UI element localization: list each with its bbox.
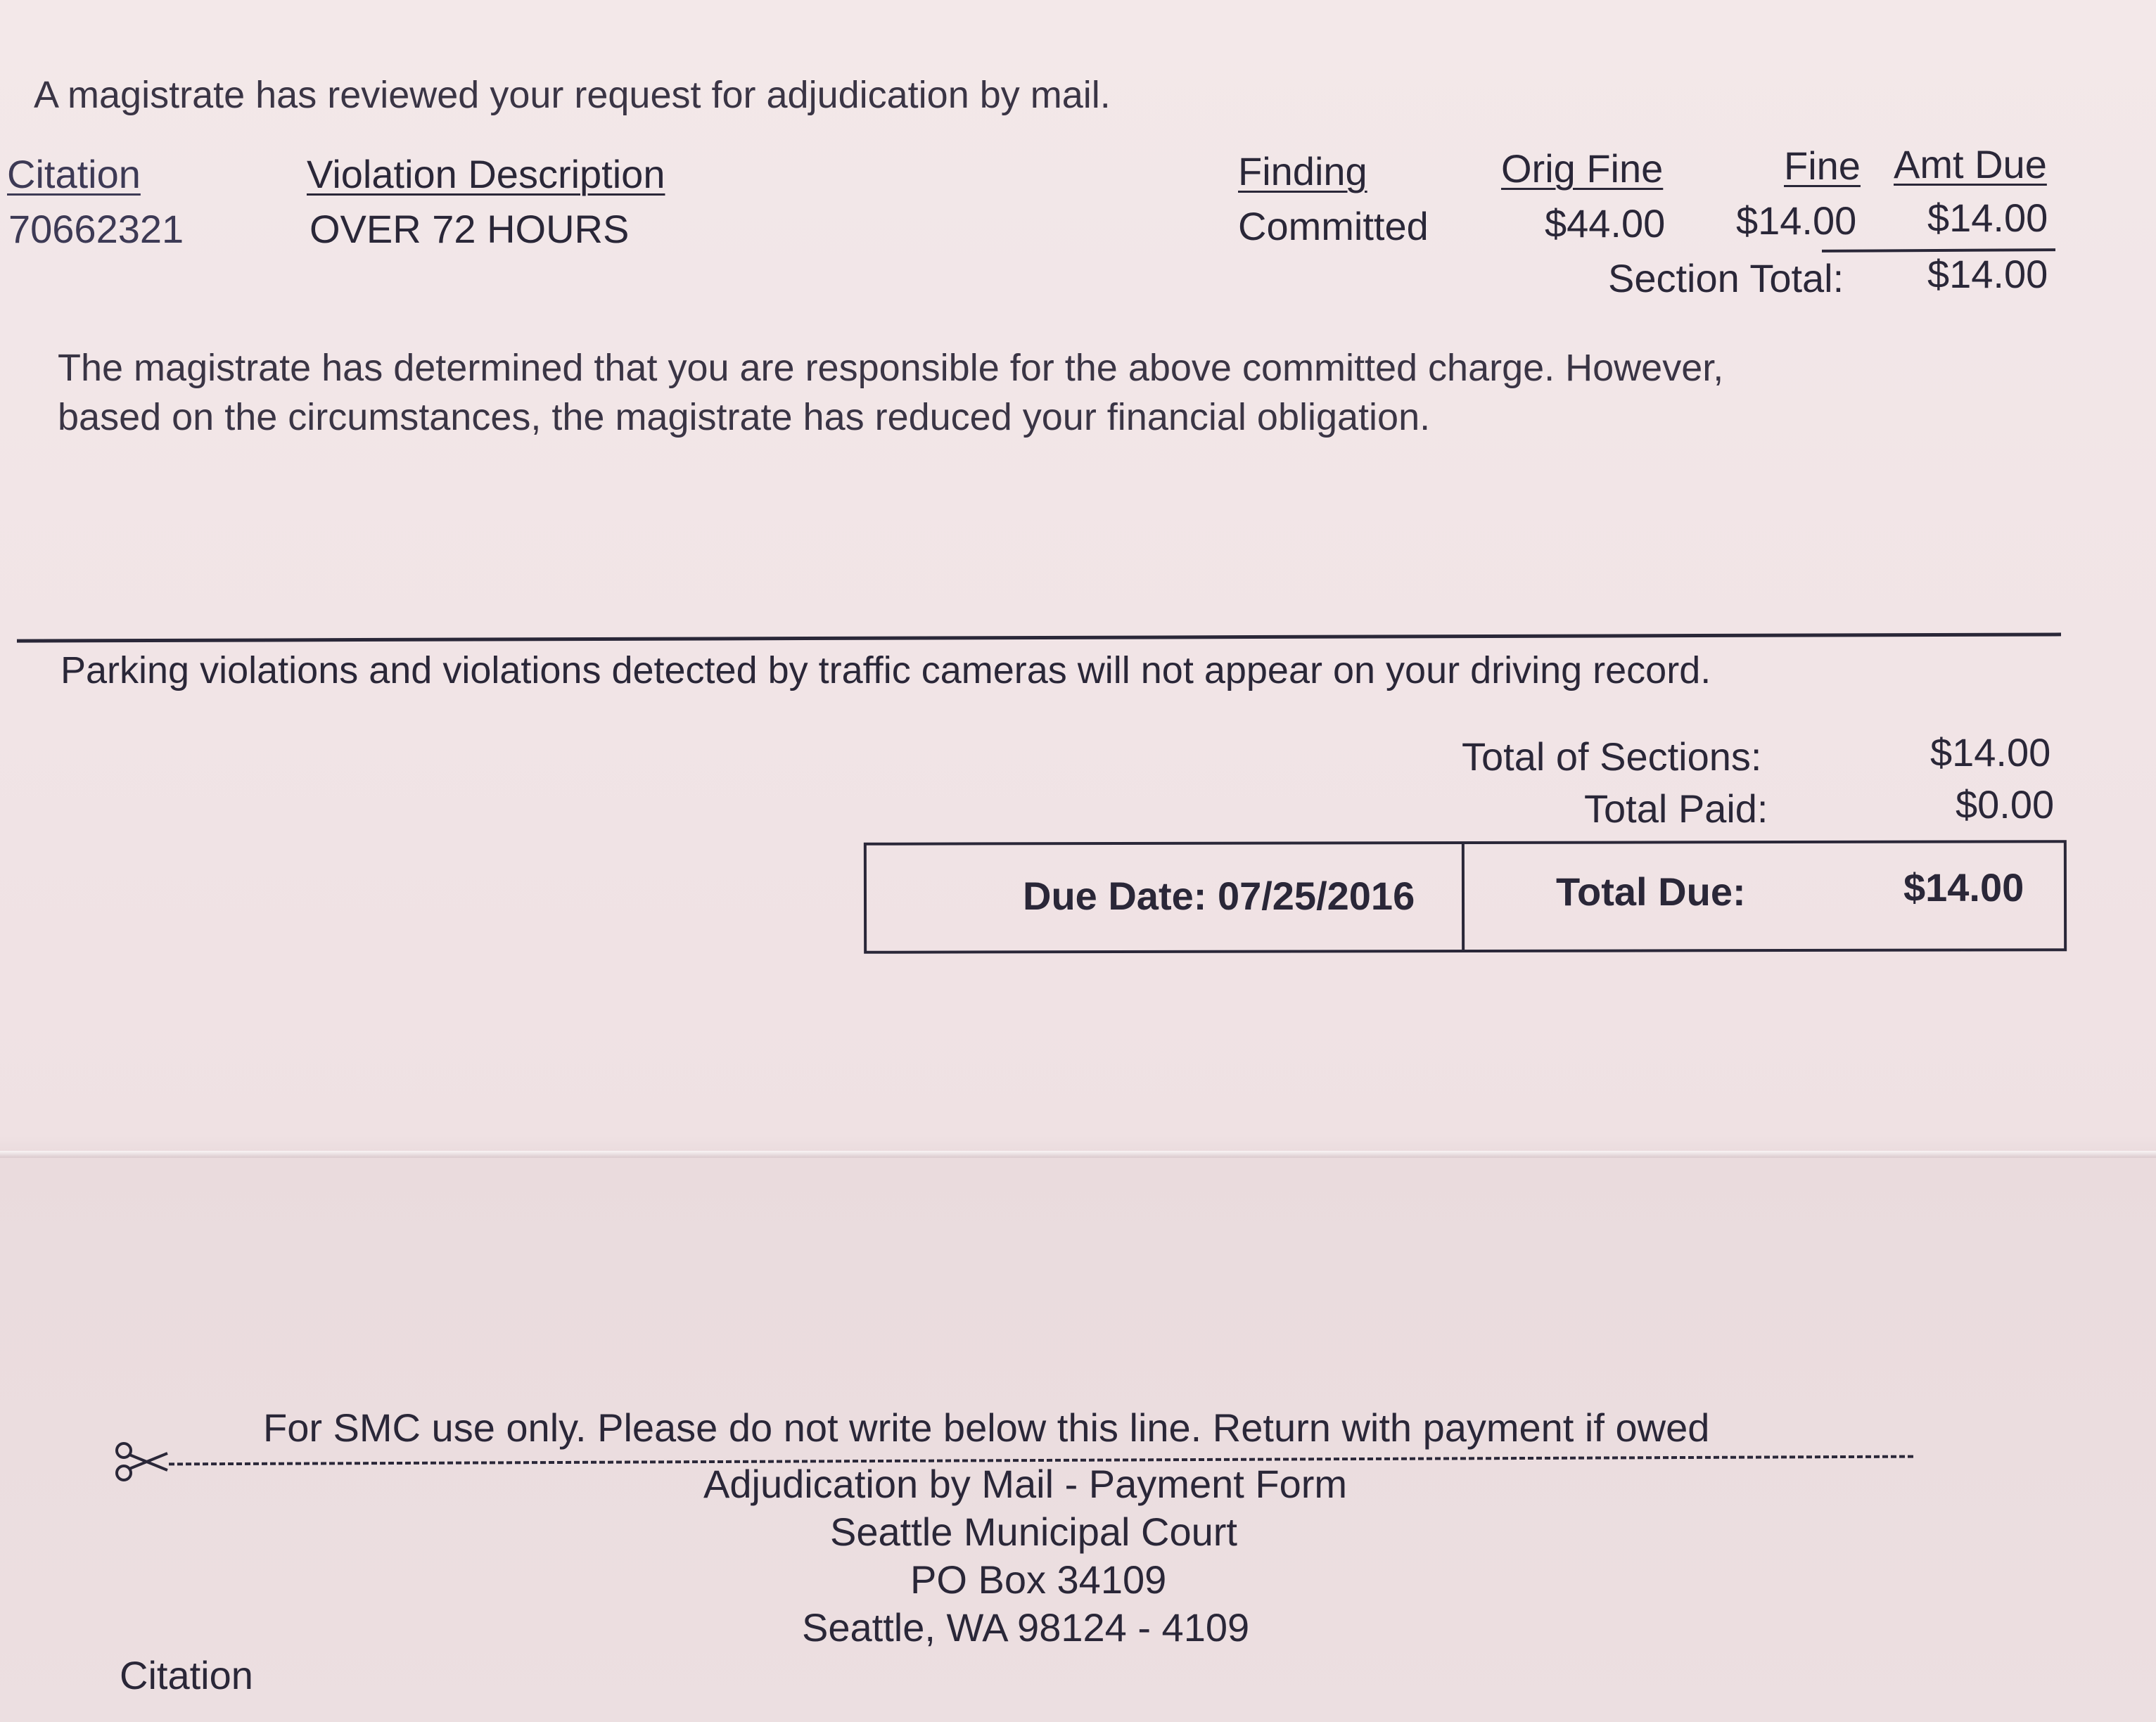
intro-text: A magistrate has reviewed your request for adjudication by mail. — [34, 74, 1111, 116]
header-amt-due: Amt Due — [1894, 142, 2047, 186]
total-paid-value: $0.00 — [1956, 782, 2055, 827]
total-due-label: Total Due: — [1556, 869, 1746, 914]
row-orig-fine: $44.00 — [1545, 201, 1666, 245]
total-due-value: $14.00 — [1903, 865, 2024, 910]
header-orig-fine: Orig Fine — [1501, 146, 1664, 191]
row-violation: OVER 72 HOURS — [310, 207, 630, 251]
row-amt-due: $14.00 — [1927, 196, 2048, 240]
determination-line-1: The magistrate has determined that you are responsible for the above committed charge. However, — [58, 347, 1724, 389]
bottom-citation-label: Citation — [120, 1653, 253, 1697]
driving-record-notice: Parking violations and violations detected by traffic cameras will not appear on your driving record. — [60, 649, 1711, 691]
header-finding: Finding — [1238, 149, 1367, 193]
section-divider — [17, 632, 2061, 642]
row-finding: Committed — [1238, 204, 1429, 248]
due-date: Due Date: 07/25/2016 — [1023, 874, 1415, 918]
paper-fold — [0, 1151, 2156, 1158]
header-fine: Fine — [1784, 144, 1861, 188]
row-citation: 70662321 — [8, 207, 184, 251]
section-total-label: Section Total: — [1608, 256, 1844, 300]
court-city-zip: Seattle, WA 98124 - 4109 — [802, 1605, 1250, 1650]
determination-line-2: based on the circumstances, the magistrate has reduced your financial obligation. — [58, 396, 1431, 438]
total-of-sections-value: $14.00 — [1930, 730, 2051, 774]
court-po-box: PO Box 34109 — [910, 1557, 1167, 1602]
scissors-icon — [114, 1441, 170, 1483]
court-name: Seattle Municipal Court — [830, 1510, 1237, 1554]
total-paid-label: Total Paid: — [1584, 786, 1768, 831]
header-violation-description: Violation Description — [307, 152, 665, 196]
due-box-divider — [1462, 844, 1465, 950]
smc-use-only-notice: For SMC use only. Please do not write below this line. Return with payment if owed — [263, 1405, 1710, 1450]
payment-form-title: Adjudication by Mail - Payment Form — [703, 1462, 1348, 1506]
header-citation: Citation — [7, 152, 141, 196]
section-total-value: $14.00 — [1927, 252, 2048, 296]
row-fine: $14.00 — [1736, 198, 1857, 243]
total-of-sections-label: Total of Sections: — [1462, 734, 1762, 779]
